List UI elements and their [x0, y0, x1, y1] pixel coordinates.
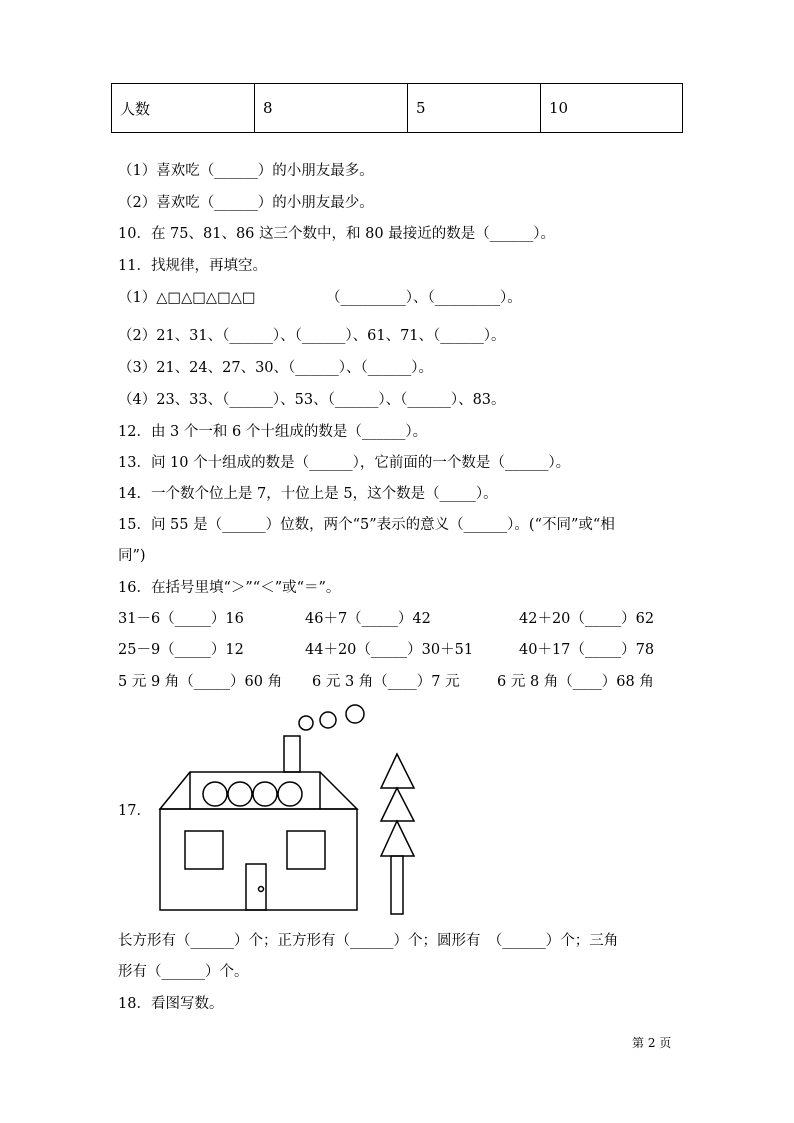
compare-r2c2: 44＋20（_____）30＋51 — [305, 642, 474, 658]
tree-triangle-bottom — [381, 821, 414, 856]
compare-r1c2: 46＋7（_____）42 — [305, 611, 431, 627]
question-9-2: （2）喜欢吃（______）的小朋友最少。 — [118, 195, 374, 211]
question-11-1-blanks: （_________）、（_________）。 — [326, 290, 522, 306]
value-cell-2: 5 — [408, 84, 541, 133]
question-9-1: （1）喜欢吃（______）的小朋友最多。 — [118, 163, 374, 179]
question-11-1-pattern: （1）△□△□△□△□ — [118, 290, 256, 306]
question-11-3: （3）21、24、27、30、（______）、（______）。 — [118, 360, 434, 376]
value-cell-1: 8 — [255, 84, 408, 133]
roof-circle-2 — [228, 782, 252, 806]
question-14: 14．一个数个位上是 7，十位上是 5，这个数是（_____）。 — [118, 486, 498, 502]
question-17-line-2: 形有（______）个。 — [118, 964, 249, 980]
house-figure — [150, 698, 440, 918]
question-15-line-1: 15．问 55 是（______）位数，两个“5”表示的意义（______）。(“不同”或“相 — [118, 517, 615, 533]
question-15-line-2: 同”) — [118, 548, 146, 564]
tree-trunk-rectangle — [391, 856, 403, 914]
compare-r3c2: 6 元 3 角（____）7 元 — [312, 674, 460, 690]
smoke-circle-medium — [320, 712, 336, 728]
question-18: 18．看图写数。 — [118, 996, 224, 1012]
window-square-left — [185, 831, 223, 869]
door-knob-circle — [259, 887, 264, 892]
window-square-right — [287, 831, 325, 869]
compare-r2c3: 40＋17（_____）78 — [519, 642, 655, 658]
question-10: 10．在 75、81、86 这三个数中，和 80 最接近的数是（______）。 — [118, 226, 555, 242]
value-cell-3: 10 — [541, 84, 683, 133]
count-table — [111, 83, 683, 133]
compare-r1c1: 31－6（_____）16 — [118, 611, 244, 627]
tree-triangle-middle — [381, 788, 414, 821]
row-header-cell: 人数 — [112, 84, 255, 133]
page-number: 第 2 页 — [632, 1036, 672, 1050]
question-12: 12．由 3 个一和 6 个十组成的数是（______）。 — [118, 424, 428, 440]
question-11-4: （4）23、33、（______）、53、（______）、（______）、83。 — [118, 392, 506, 408]
roof-circle-4 — [278, 782, 302, 806]
roof-circle-1 — [203, 782, 227, 806]
question-17-line-1: 长方形有（______）个；正方形有（______）个；圆形有 （______）个；三角 — [118, 933, 619, 949]
question-11-2: （2）21、31、（______）、（______）、61、71、（______）。 — [118, 328, 506, 344]
compare-r2c1: 25－9（_____）12 — [118, 642, 244, 658]
question-13: 13．问 10 个十组成的数是（______），它前面的一个数是（______）。 — [118, 455, 571, 471]
question-17-label: 17． — [118, 803, 151, 819]
roof-circle-3 — [253, 782, 277, 806]
smoke-circle-large — [346, 705, 364, 723]
compare-r3c1: 5 元 9 角（_____）60 角 — [118, 674, 283, 690]
question-11: 11．找规律，再填空。 — [118, 258, 267, 274]
tree-triangle-top — [381, 754, 414, 788]
compare-r1c3: 42＋20（_____）62 — [519, 611, 655, 627]
table-row — [112, 84, 683, 133]
question-16: 16．在括号里填“＞”“＜”或“＝”。 — [118, 580, 341, 596]
smoke-circle-small — [299, 716, 313, 730]
chimney-rectangle — [284, 736, 300, 772]
house-body-rectangle — [160, 809, 357, 910]
compare-r3c3: 6 元 8 角（____）68 角 — [497, 674, 654, 690]
